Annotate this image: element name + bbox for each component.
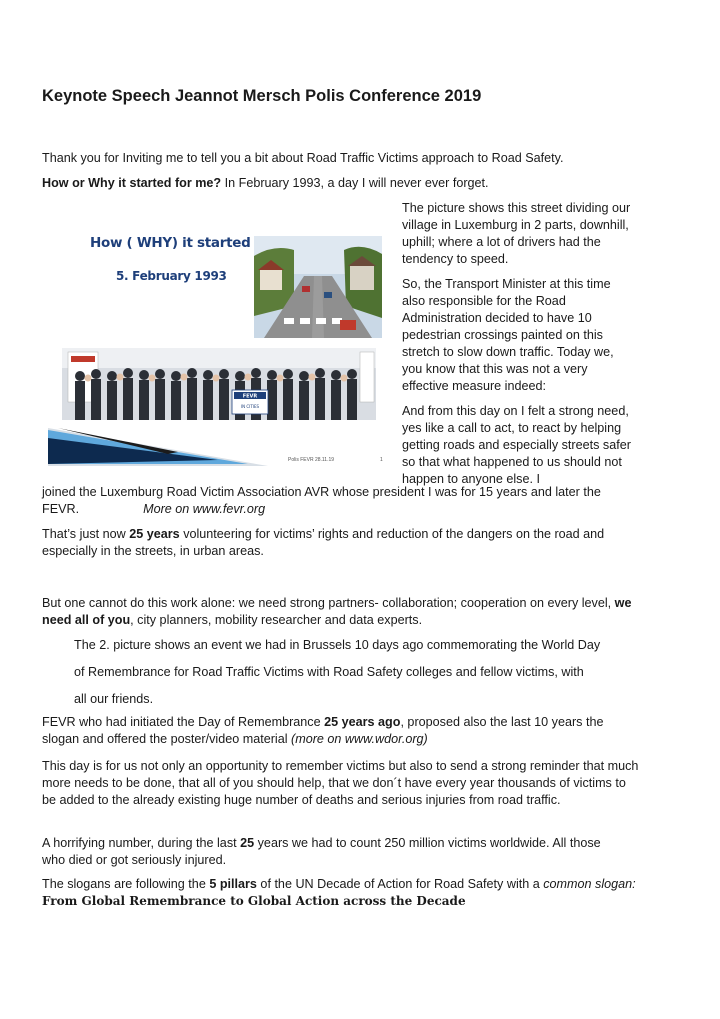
remembrance-mid: , proposed also the last 10 years the slogan and offered the poster/video material xyxy=(42,715,604,746)
picture-two-line-2: of Remembrance for Road Traffic Victims with Road Safety colleges and fellow victims, with xyxy=(74,665,584,679)
reminder-paragraph: This day is for us not only an opportunity to remember victims but also to send a strong reminder that much more needs to be done, that all of you should help, that we don´t have every year thousands of victims to be added to the already existing huge number of deaths and serious injuries from road traffic. xyxy=(42,759,639,807)
how-it-started-lead: How or Why it started for me? xyxy=(42,176,222,190)
street-description: The picture shows this street dividing our village in Luxemburg in 2 parts, downhill, uphill; where a lot of drivers had the tendency to speed. xyxy=(402,201,631,266)
victims-post: years we had to count 250 million victims worldwide. All those who died or got seriously injured. xyxy=(42,836,601,867)
victims-years: 25 xyxy=(240,836,255,850)
partners-paragraph xyxy=(42,595,642,629)
slide-figure xyxy=(48,228,388,472)
banner-subtext: IN CITIES xyxy=(240,404,260,409)
partners-post: , city planners, mobility researcher and data experts. xyxy=(130,613,423,627)
picture-two-line-3: all our friends. xyxy=(74,692,154,706)
joined-avr-text: joined the Luxemburg Road Victim Association AVR whose president I was for 15 years and later the FEVR. xyxy=(42,485,601,516)
fevr-logo-icon: FEVR xyxy=(242,393,258,400)
joined-avr-paragraph xyxy=(42,484,642,518)
how-it-started-paragraph xyxy=(42,175,642,192)
how-it-started-text: In February 1993, a day I will never ever forget. xyxy=(221,176,489,190)
volunteering-pre: That’s just now xyxy=(42,527,130,541)
volunteering-paragraph xyxy=(42,526,622,560)
right-column-text xyxy=(402,200,634,496)
intro-paragraph xyxy=(42,150,642,167)
slogans-pillars: 5 pillars xyxy=(209,877,257,891)
slide-date: 5. February 1993 xyxy=(116,269,227,283)
day-of-remembrance-paragraph xyxy=(42,714,622,748)
remembrance-pre: FEVR who had initiated the Day of Remembrance xyxy=(42,715,325,729)
slide-footer-bar xyxy=(48,424,388,472)
victims-count-paragraph xyxy=(42,835,612,869)
partners-bold: we need all of you xyxy=(42,596,632,627)
victims-pre: A horrifying number, during the last xyxy=(42,836,241,850)
page-title: Keynote Speech Jeannot Mersch Polis Conference 2019 xyxy=(42,87,482,105)
remembrance-years: 25 years ago xyxy=(324,715,401,729)
partners-pre: But one cannot do this work alone: we need strong partners- collaboration; cooperation on every level, xyxy=(42,596,615,610)
slide-heading: How ( WHY) it started xyxy=(90,235,251,251)
common-slogan: From Global Remembrance to Global Action across the Decade xyxy=(42,894,466,908)
volunteering-post: volunteering for victims’ rights and reduction of the dangers on the road and especially in the streets, in urban areas. xyxy=(42,527,605,558)
slogans-paragraph xyxy=(42,876,642,910)
intro-text: Thank you for Inviting me to tell you a bit about Road Traffic Victims approach to Road Safety. xyxy=(42,151,564,165)
street-photo xyxy=(254,236,382,338)
slide-page-number: 1 xyxy=(380,457,383,463)
slide-footer-text: Polis FEVR 28.11.19 xyxy=(288,457,335,463)
group-photo xyxy=(62,348,376,420)
slogans-mid: of the UN Decade of Action for Road Safety with a xyxy=(256,877,544,891)
volunteering-years: 25 years xyxy=(129,527,180,541)
wdor-more-link[interactable]: (more on www.wdor.org) xyxy=(291,732,428,746)
transport-minister-paragraph: So, the Transport Minister at this time also responsible for the Road Administration decided to have 10 pedestrian crossings painted on this stretch to slow down traffic. Today we, you know that this was not a very effective measure indeed: xyxy=(402,277,614,393)
slogans-italic: common slogan: xyxy=(543,877,636,891)
fevr-more-link[interactable]: More on www.fevr.org xyxy=(143,502,266,516)
picture-two-line-1: The 2. picture shows an event we had in Brussels 10 days ago commemorating the World Day xyxy=(74,638,601,652)
call-to-act-paragraph: And from this day on I felt a strong need, yes like a call to act, to react by helping getting roads and especially streets safer so that what happened to us should not happen to anyone else. I xyxy=(402,404,631,486)
slogans-pre: The slogans are following the xyxy=(42,877,210,891)
